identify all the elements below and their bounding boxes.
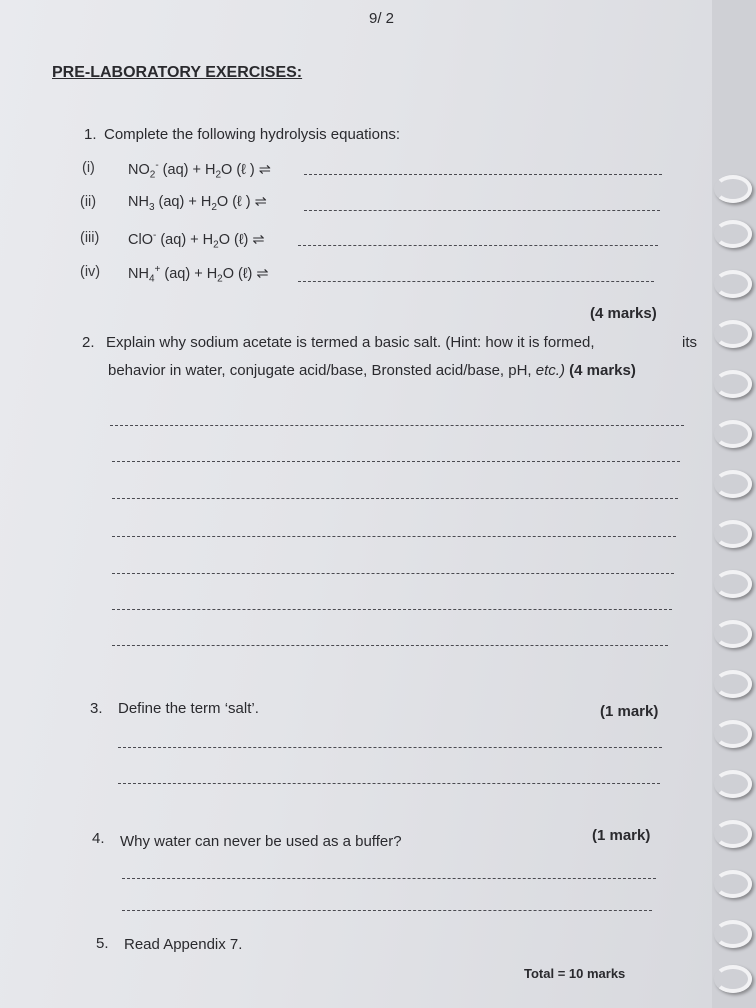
- q1-item-label: (iii): [80, 230, 100, 246]
- q2-marks: (4 marks): [569, 362, 636, 379]
- binding-coil: [714, 220, 752, 248]
- superscript: -: [155, 160, 159, 171]
- equation-tail: O (ℓ) ⇌: [222, 265, 269, 282]
- equation-tail: O (ℓ ) ⇌: [216, 194, 267, 210]
- binding-coil: [714, 570, 752, 598]
- answer-line[interactable]: [118, 747, 662, 748]
- q2-text-line2-body: behavior in water, conjugate acid/base, Bronsted acid/base, pH,: [108, 362, 532, 379]
- q1-equation: [128, 160, 271, 181]
- q1-marks: (4 marks): [590, 305, 657, 322]
- reactant-species: NO: [128, 161, 150, 178]
- binding-coil: [714, 720, 752, 748]
- q1-equation: [128, 194, 267, 213]
- subscript: 2: [217, 273, 223, 285]
- subscript: 2: [149, 169, 156, 181]
- page-number: 9/ 2: [369, 10, 395, 27]
- equation-tail: O (ℓ ) ⇌: [221, 161, 271, 178]
- q1-item-label: (i): [82, 160, 95, 176]
- reactant-species: NH: [128, 265, 149, 282]
- q2-number: 2.: [82, 334, 95, 351]
- q5-text: Read Appendix 7.: [124, 936, 243, 953]
- q4-number: 4.: [92, 830, 105, 847]
- binding-coil: [714, 770, 752, 798]
- binding-coil: [714, 270, 752, 298]
- binding-coil: [714, 420, 752, 448]
- reactant-species: NH: [128, 194, 149, 210]
- subscript: 2: [211, 201, 217, 213]
- q3-number: 3.: [90, 700, 103, 717]
- answer-line[interactable]: [298, 245, 658, 246]
- binding-coil: [714, 965, 752, 993]
- q2-text-line2: [108, 362, 636, 379]
- subscript: 2: [213, 239, 219, 251]
- answer-line[interactable]: [110, 425, 684, 426]
- q4-text: Why water can never be used as a buffer?: [120, 833, 402, 850]
- binding-coil: [714, 370, 752, 398]
- answer-line[interactable]: [118, 783, 660, 784]
- answer-line[interactable]: [304, 174, 662, 175]
- answer-line[interactable]: [304, 210, 660, 211]
- answer-line[interactable]: [122, 910, 652, 911]
- q1-text: Complete the following hydrolysis equations:: [104, 126, 400, 143]
- binding-coil: [714, 520, 752, 548]
- answer-line[interactable]: [112, 498, 678, 499]
- equation-middle: (aq) + H: [156, 231, 214, 248]
- answer-line[interactable]: [298, 281, 654, 282]
- q1-item-label: (ii): [80, 194, 97, 210]
- equation-middle: (aq) + H: [158, 161, 216, 178]
- superscript: -: [152, 230, 157, 241]
- q1-item-label: (iv): [80, 264, 101, 280]
- q2-text-line1-end: its: [682, 334, 697, 351]
- subscript: 2: [215, 169, 222, 181]
- subscript: 4: [148, 273, 155, 285]
- answer-line[interactable]: [112, 536, 676, 537]
- q1-equation: [128, 264, 269, 285]
- answer-line[interactable]: [112, 645, 668, 646]
- answer-line[interactable]: [122, 878, 656, 879]
- binding-coil: [714, 920, 752, 948]
- answer-line[interactable]: [112, 461, 680, 462]
- total-marks: Total = 10 marks: [524, 966, 626, 981]
- binding-coil: [714, 175, 752, 203]
- q4-marks: (1 mark): [592, 827, 651, 844]
- superscript: +: [154, 264, 161, 275]
- q1-equation: [128, 230, 265, 251]
- q2-text-etc: etc.): [535, 362, 565, 379]
- equation-middle: (aq) + H: [160, 265, 218, 282]
- binding-coil: [714, 470, 752, 498]
- q2-text-line1: Explain why sodium acetate is termed a basic salt. (Hint: how it is formed,: [106, 334, 595, 351]
- binding-coil: [714, 620, 752, 648]
- answer-line[interactable]: [112, 573, 674, 574]
- section-heading: PRE-LABORATORY EXERCISES:: [52, 64, 303, 81]
- binding-coil: [714, 670, 752, 698]
- q1-number: 1.: [84, 126, 97, 143]
- binding-coil: [714, 320, 752, 348]
- q3-marks: (1 mark): [600, 703, 659, 720]
- binding-coil: [714, 870, 752, 898]
- q5-number: 5.: [96, 935, 109, 952]
- reactant-species: ClO: [128, 231, 153, 248]
- q3-text: Define the term ‘salt’.: [118, 700, 259, 717]
- answer-line[interactable]: [112, 609, 672, 610]
- spiral-binding: [712, 0, 756, 1008]
- binding-coil: [714, 820, 752, 848]
- equation-middle: (aq) + H: [154, 194, 212, 210]
- equation-tail: O (ℓ) ⇌: [218, 231, 265, 248]
- subscript: 3: [148, 201, 155, 213]
